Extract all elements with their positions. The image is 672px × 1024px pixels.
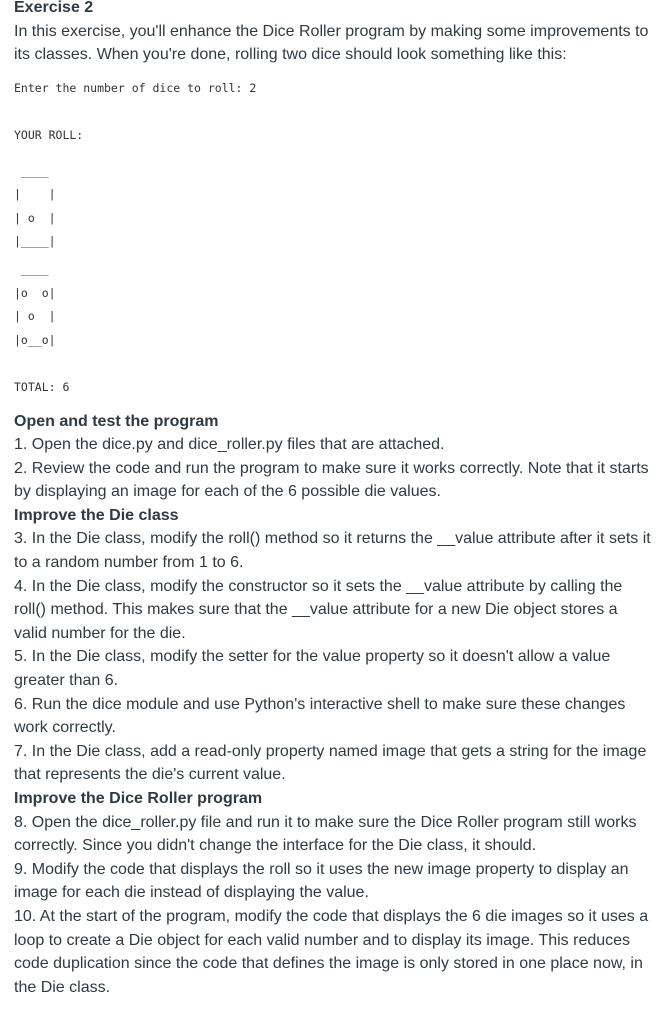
section-heading: Improve the Die class xyxy=(14,506,179,524)
instructions xyxy=(14,410,654,1000)
step-item: 3. In the Die class, modify the roll() method so it returns the __value attribute after it sets it to a random number from 1 to 6. xyxy=(14,530,651,572)
die-image-2 xyxy=(14,258,654,352)
die-line: |o__o| xyxy=(14,332,56,347)
exercise-intro: In this exercise, you'll enhance the Dice Roller program by making some improvements to its classes. When you're done, rolling two dice should look something like this: xyxy=(14,22,649,64)
die-image-1 xyxy=(14,160,654,254)
step-item: 9. Modify the code that displays the roll so it uses the new image property to display an image for each die instead of displaying the value. xyxy=(14,860,629,902)
exercise-page xyxy=(14,0,654,999)
dice-prompt: Enter the number of dice to roll: 2 xyxy=(14,80,257,95)
die-line: |o o| xyxy=(14,285,56,300)
sample-output xyxy=(14,77,654,400)
step-item: 10. At the start of the program, modify the code that displays the 6 die images so it uses a loop to create a Die object for each valid number and to display its image. This reduces code duplication since the code that defines the image is only stored in one place now, in the Die class. xyxy=(14,907,649,996)
step-item: 1. Open the dice.py and dice_roller.py files that are attached. xyxy=(14,436,445,454)
die-line: | o | xyxy=(14,210,56,225)
die-line: | o | xyxy=(14,309,56,324)
step-item: 6. Run the dice module and use Python's interactive shell to make sure these changes work correctly. xyxy=(14,695,626,737)
roll-label: YOUR ROLL: xyxy=(14,127,84,142)
step-item: 5. In the Die class, modify the setter for the value property so it doesn't allow a value greater than 6. xyxy=(14,648,611,690)
step-item: 7. In the Die class, add a read-only property named image that gets a string for the image that represents the die's current value. xyxy=(14,742,647,784)
section-heading: Open and test the program xyxy=(14,412,219,430)
roll-total: TOTAL: 6 xyxy=(14,379,70,394)
die-line: | | xyxy=(14,187,56,202)
step-item: 4. In the Die class, modify the constructor so it sets the __value attribute by calling the roll() method. This makes sure that the __value attribute for a new Die object stores a valid number for the die. xyxy=(14,577,623,642)
die-line: |____| xyxy=(14,234,56,249)
exercise-title: Exercise 2 xyxy=(14,0,94,16)
step-item: 2. Review the code and run the program to make sure it works correctly. Note that it starts by displaying an image for each of the 6 possible die values. xyxy=(14,459,649,501)
step-item: 8. Open the dice_roller.py file and run it to make sure the Dice Roller program still works correctly. Since you didn't change the interface for the Die class, it should. xyxy=(14,813,637,855)
section-heading: Improve the Dice Roller program xyxy=(14,790,263,807)
die-line: ____ xyxy=(14,261,49,276)
die-line: ____ xyxy=(14,163,49,178)
